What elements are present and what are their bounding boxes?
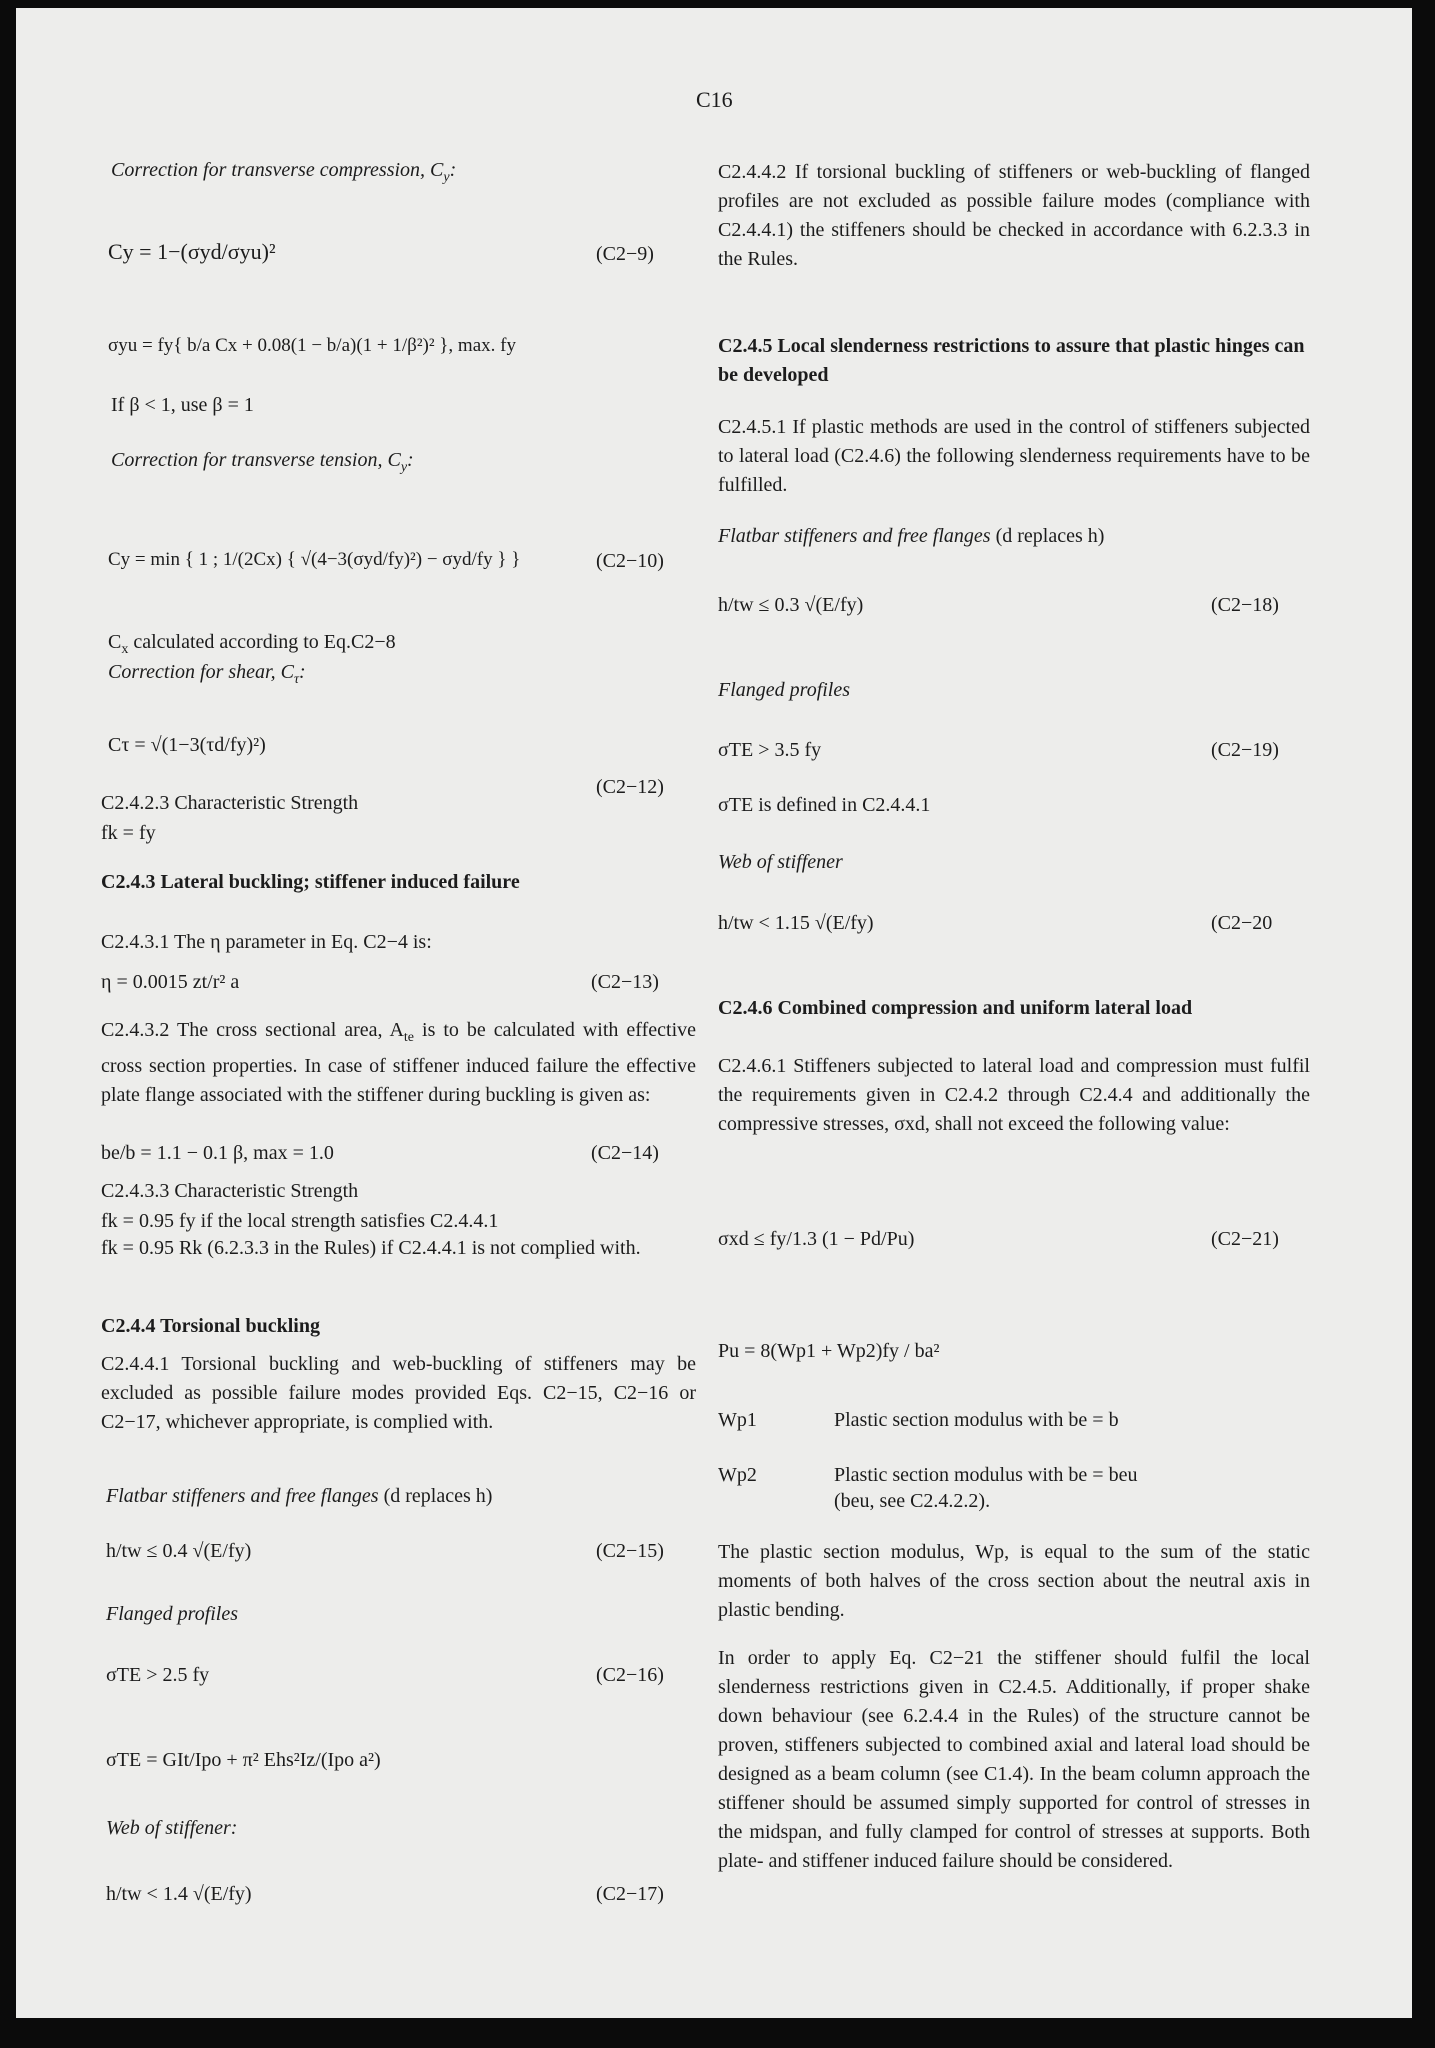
- sigma-te-definition: σTE is defined in C2.4.4.1: [718, 794, 931, 816]
- web-heading-left: Web of stiffener:: [106, 1817, 238, 1839]
- wp2-symbol: Wp2: [718, 1464, 757, 1486]
- flatbar-heading-right: Flatbar stiffeners and free flanges (d replaces h): [718, 525, 1105, 547]
- heading-c2-4-6: C2.4.6 Combined compression and uniform lateral load: [718, 997, 1193, 1019]
- paragraph-2442: C2.4.4.2 If torsional buckling of stiffeners or web-buckling of flanged profiles are not excluded as possible failure modes (compliance with C2.4.4.1) the stiffeners should be checked in accordance with 6.2.3.3 in the Rules.: [718, 161, 1310, 270]
- paragraph-2441: C2.4.4.1 Torsional buckling and web-buckling of stiffeners may be excluded as possible failure modes provided Eqs. C2−15, C2−16 or C2−17, whichever appropriate, is complied with.: [101, 1353, 696, 1433]
- equation-c2-18: h/tw ≤ 0.3 √(E/fy): [718, 594, 864, 616]
- equation-number-c2-21: (C2−21): [1211, 1228, 1279, 1250]
- equation-number-c2-15: (C2−15): [596, 1540, 664, 1562]
- heading-c2-4-4: C2.4.4 Torsional buckling: [101, 1315, 320, 1337]
- equation-number-c2-17: (C2−17): [596, 1883, 664, 1905]
- web-heading-right: Web of stiffener: [718, 851, 843, 873]
- equation-c2-12: Cτ = √(1−3(τd/fy)²): [108, 734, 266, 756]
- equation-c2-16: σTE > 2.5 fy: [106, 1664, 210, 1686]
- fk-line-1: fk = 0.95 fy if the local strength satisfies C2.4.4.1: [101, 1210, 499, 1232]
- equation-c2-19: σTE > 3.5 fy: [718, 739, 822, 761]
- equation-sigma-yu: σyu = fy{ b/a Cx + 0.08(1 − b/a)(1 + 1/β²)² }, max. fy: [108, 335, 516, 356]
- paragraph-2451: C2.4.5.1 If plastic methods are used in the control of stiffeners subjected to lateral load (C2.4.6) the following slenderness requirements have to be fulfilled.: [718, 416, 1310, 496]
- wp1-definition: Plastic section modulus with be = b: [834, 1409, 1119, 1431]
- equation-number-c2-9: (C2−9): [596, 243, 654, 265]
- heading-transverse-tension: Correction for transverse tension, $C_y$:: [111, 449, 414, 475]
- equation-sigma-te: σTE = GIt/Ipo + π² Ehs²Iz/(Ipo a²): [106, 1749, 381, 1771]
- heading-transverse-compression: Correction for transverse compression, $C_y$:: [111, 159, 457, 185]
- equation-c2-17: h/tw < 1.4 √(E/fy): [106, 1883, 252, 1905]
- paragraph-2461: C2.4.6.1 Stiffeners subjected to lateral load and compression must fulfil the requirements given in C2.4.2 through C2.4.4 and additionally the compressive stresses, σxd, shall not exceed the following value:: [718, 1055, 1310, 1135]
- section-2431: C2.4.3.1 The η parameter in Eq. C2−4 is:: [101, 931, 432, 953]
- equation-c2-14: be/b = 1.1 − 0.1 β, max = 1.0: [101, 1142, 334, 1164]
- equation-number-c2-10: (C2−10): [596, 550, 664, 572]
- equation-c2-10: Cy = min { 1 ; 1/(2Cx) { √(4−3(σyd/fy)²) − σyd/fy } }: [108, 549, 521, 570]
- paragraph-2432: C2.4.3.2 The cross sectional area, $A_{te}$ is to be calculated with effective cross section properties. In case of stiffener induced failure the effective plate flange associated with the stiffener during buckling is given as:: [101, 1019, 696, 1106]
- equation-number-c2-13: (C2−13): [591, 971, 659, 993]
- paragraph-beam-column: In order to apply Eq. C2−21 the stiffener should fulfil the local slenderness restrictions given in C2.4.5. Additionally, if proper shake down behaviour (see 6.2.4.4 in the Rules) of the structure cannot be proven, stiffeners subjected to combined axial and lateral load should be designed as a beam column (see C1.4). In the beam column approach the stiffener should be assumed simply supported for control of stresses in the midspan, and fully clamped for control of stresses at supports. Both plate- and stiffener induced failure should be considered.: [718, 1647, 1310, 1872]
- equation-c2-20: h/tw < 1.15 √(E/fy): [718, 912, 874, 934]
- document-page: [16, 8, 1412, 2018]
- heading-shear: Correction for shear, $C_\tau$:: [108, 661, 306, 687]
- wp1-symbol: Wp1: [718, 1409, 757, 1431]
- fk-line-2: fk = 0.95 Rk (6.2.3.3 in the Rules) if C2.4.4.1 is not complied with.: [101, 1237, 641, 1259]
- equation-number-c2-18: (C2−18): [1211, 594, 1279, 616]
- equation-number-c2-19: (C2−19): [1211, 739, 1279, 761]
- equation-c2-13: η = 0.0015 zt/r² a: [101, 971, 240, 993]
- page-number: C16: [696, 87, 733, 112]
- flanged-heading-left: Flanged profiles: [106, 1603, 239, 1625]
- cx-note: $C_x$ calculated according to Eq.C2−8: [108, 631, 396, 657]
- wp2-definition-note: (beu, see C2.4.2.2).: [834, 1490, 991, 1512]
- fk-equals-fy: fk = fy: [101, 822, 156, 844]
- equation-pu: Pu = 8(Wp1 + Wp2)fy / ba²: [718, 1340, 940, 1362]
- equation-number-c2-16: (C2−16): [596, 1664, 664, 1686]
- flanged-heading-right: Flanged profiles: [718, 679, 851, 701]
- equation-c2-21: σxd ≤ fy/1.3 (1 − Pd/Pu): [718, 1228, 915, 1250]
- heading-c2-4-3: C2.4.3 Lateral buckling; stiffener induced failure: [101, 871, 520, 893]
- section-2423: C2.4.2.3 Characteristic Strength: [101, 792, 359, 814]
- paragraph-plastic-modulus: The plastic section modulus, Wp, is equal to the sum of the static moments of both halves of the cross section about the neutral axis in plastic bending.: [718, 1541, 1310, 1621]
- heading-c2-4-5: C2.4.5 Local slenderness restrictions to assure that plastic hinges can be developed: [718, 335, 1305, 386]
- equation-number-c2-12: (C2−12): [596, 776, 664, 798]
- equation-number-c2-14: (C2−14): [591, 1142, 659, 1164]
- equation-c2-15: h/tw ≤ 0.4 √(E/fy): [106, 1540, 252, 1562]
- beta-rule: If β < 1, use β = 1: [111, 394, 254, 416]
- wp2-definition: Plastic section modulus with be = beu: [834, 1464, 1138, 1486]
- equation-c2-9: Cy = 1−(σyd/σyu)²: [108, 239, 276, 264]
- equation-number-c2-20: (C2−20: [1211, 912, 1273, 934]
- section-2433: C2.4.3.3 Characteristic Strength: [101, 1180, 359, 1202]
- flatbar-heading-left: Flatbar stiffeners and free flanges (d replaces h): [106, 1485, 493, 1507]
